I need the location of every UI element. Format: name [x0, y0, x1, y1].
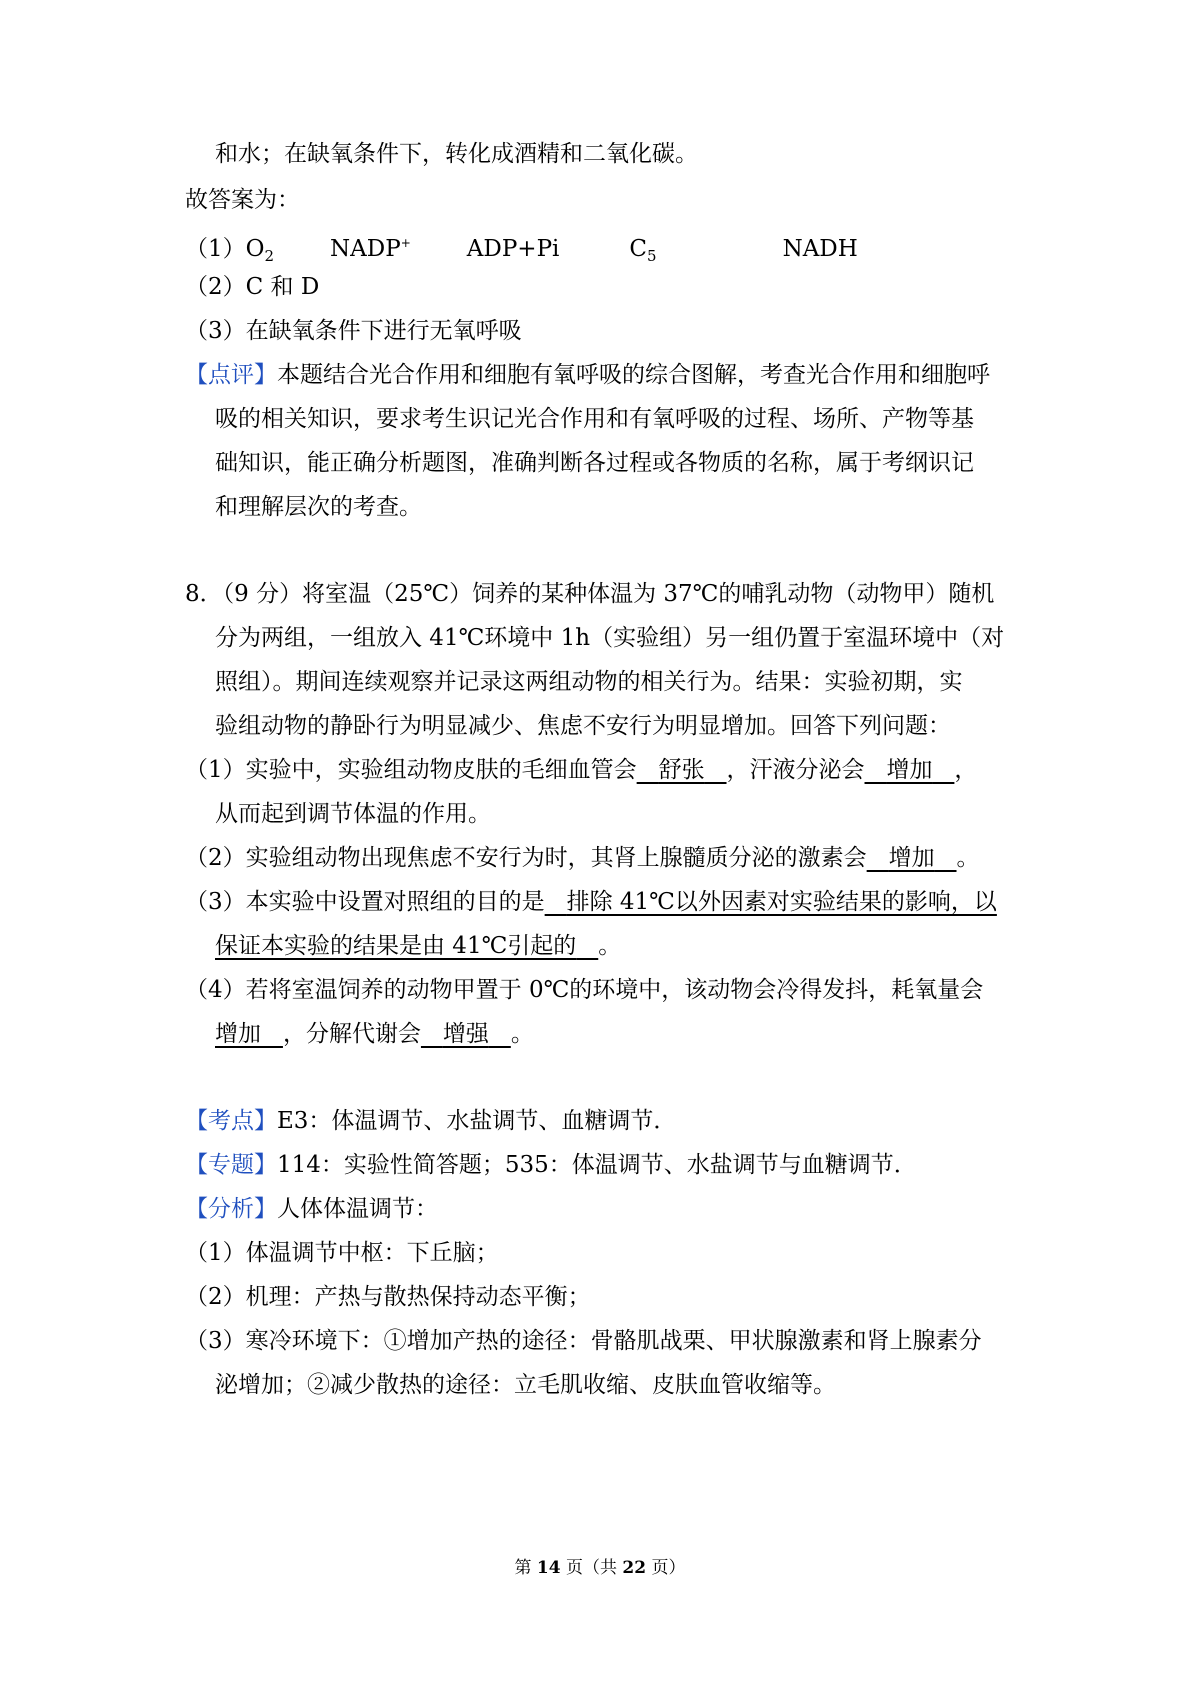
q8-answer-oxygen: 增加: [215, 1021, 261, 1047]
answer-o2: $O_2$: [245, 236, 275, 265]
total-page-number: 22: [622, 1558, 647, 1578]
q8-part-1: （1）实验中，实验组动物皮肤的毛细血管会 舒张 ，汗液分泌会 增加 ，: [185, 757, 978, 783]
q8-answer-purpose-2: 保证本实验的结果是由 41℃引起的: [215, 933, 577, 959]
review-line-1: 【点评】本题结合光合作用和细胞有氧呼吸的综合图解，考查光合作用和细胞呼: [185, 362, 990, 388]
q8-stem-line-4: 验组动物的静卧行为明显减少、焦虑不安行为明显增加。回答下列问题：: [215, 713, 951, 739]
q8-stem-line-1: 8．（9 分）将室温（25℃）饲养的某种体温为 37℃的哺乳动物（动物甲）随机: [185, 581, 995, 607]
q8-stem-line-3: 照组）。期间连续观察并记录这两组动物的相关行为。结果：实验初期，实: [215, 669, 963, 695]
answer-nadh: NADH: [782, 236, 858, 262]
q8-part-4: （4）若将室温饲养的动物甲置于 0℃的环境中，该动物会冷得发抖，耗氧量会: [185, 977, 984, 1003]
review-tag: 【点评】: [185, 362, 277, 388]
current-page-number: 14: [536, 1558, 561, 1578]
answer-1: [185, 228, 858, 271]
analysis-item-2: （2）机理：产热与散热保持动态平衡；: [185, 1284, 591, 1310]
q8-answer-sweat: 增加: [886, 757, 933, 783]
answer-3: （3）在缺氧条件下进行无氧呼吸: [185, 318, 522, 344]
q8-part-1-cont: 从而起到调节体温的作用。: [215, 801, 491, 827]
kaodian-tag: 【考点】: [185, 1108, 277, 1134]
q8-part-4-cont: 增加 ，分解代谢会 增强 。: [215, 1021, 534, 1047]
page-footer: 第 14 页（共 22 页）: [514, 1558, 686, 1578]
kaodian-line: 【考点】E3：体温调节、水盐调节、血糖调节．: [185, 1108, 677, 1134]
analysis-item-1: （1）体温调节中枢：下丘脑；: [185, 1240, 499, 1266]
q8-answer-capillary: 舒张: [658, 757, 705, 783]
review-line-2: 吸的相关知识，要求考生识记光合作用和有氧呼吸的过程、场所、产物等基: [215, 406, 974, 432]
prev-continuation-line: 和水；在缺氧条件下，转化成酒精和二氧化碳。: [215, 141, 698, 167]
answer-nadp: NADP+: [330, 236, 411, 262]
review-line-3: 础知识，能正确分析题图，准确判断各过程或各物质的名称，属于考纲识记: [215, 450, 974, 476]
q8-part-2: （2）实验组动物出现焦虑不安行为时，其肾上腺髓质分泌的激素会 增加 。: [185, 845, 980, 871]
analysis-item-3-cont: 泌增加；②减少散热的途径：立毛肌收缩、皮肤血管收缩等。: [215, 1372, 836, 1398]
fenxi-line: 【分析】人体体温调节：: [185, 1196, 438, 1222]
q8-part-3: （3）本实验中设置对照组的目的是 排除 41℃以外因素对实验结果的影响，以: [185, 889, 997, 915]
answer-1-number: （1）: [185, 236, 246, 262]
review-line-4: 和理解层次的考查。: [215, 494, 422, 520]
q8-answer-metabolism: 增强: [442, 1021, 489, 1047]
q8-answer-purpose-1: 排除 41℃以外因素对实验结果的影响，以: [566, 889, 997, 915]
zhuanti-line: 【专题】114：实验性简答题；535：体温调节、水盐调节与血糖调节．: [185, 1152, 917, 1178]
fenxi-tag: 【分析】: [185, 1196, 277, 1222]
answer-c5: $C_5$: [629, 236, 657, 265]
zhuanti-tag: 【专题】: [185, 1152, 277, 1178]
q8-answer-hormone: 增加: [888, 845, 935, 871]
analysis-item-3: （3）寒冷环境下：①增加产热的途径：骨骼肌战栗、甲状腺激素和肾上腺素分: [185, 1328, 982, 1354]
answer-adp-pi: ADP+Pi: [466, 236, 560, 262]
answer-heading: 故答案为：: [185, 187, 300, 213]
answer-2: （2）C 和 D: [185, 274, 320, 300]
q8-part-3-cont: 保证本实验的结果是由 41℃引起的 。: [215, 933, 622, 959]
q8-stem-line-2: 分为两组，一组放入 41℃环境中 1h（实验组）另一组仍置于室温环境中（对: [215, 625, 1005, 651]
